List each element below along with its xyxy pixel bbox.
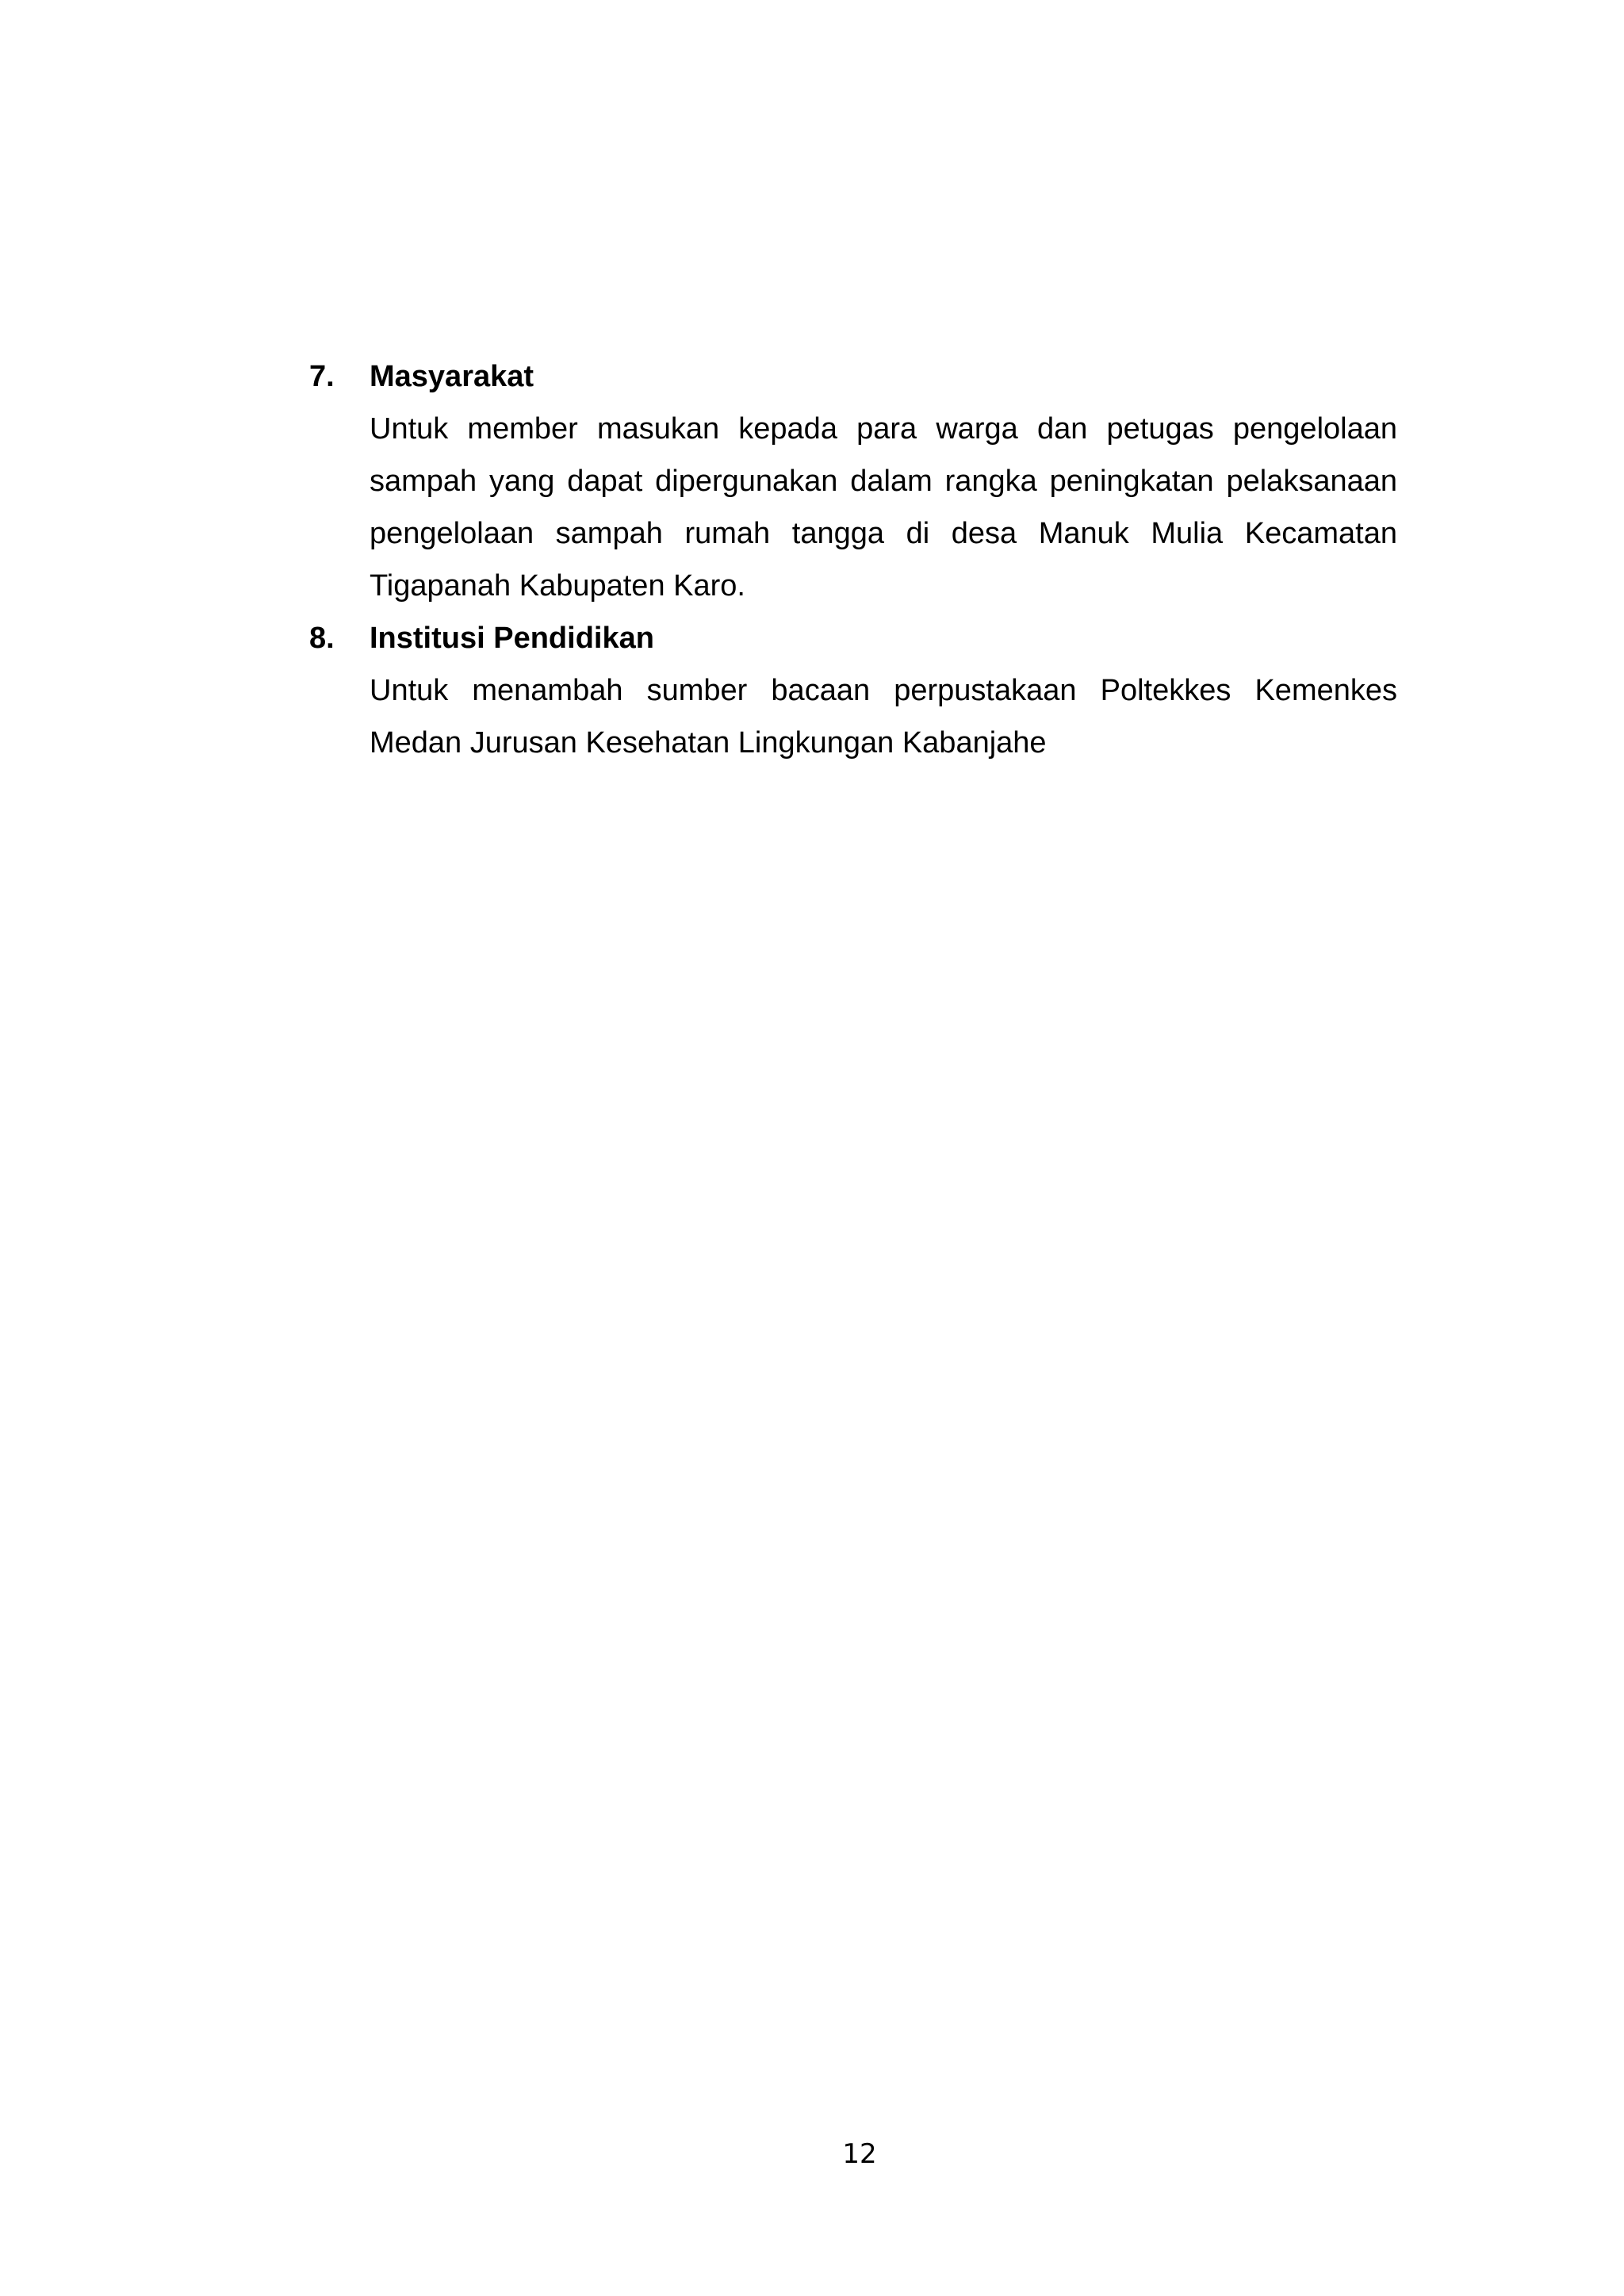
list-item-institusi-pendidikan <box>309 612 1397 769</box>
item-heading <box>309 612 1397 664</box>
item-heading <box>309 350 1397 403</box>
item-number: 7. <box>309 360 335 393</box>
item-number: 8. <box>309 622 335 655</box>
item-title: Institusi Pendidikan <box>370 622 654 655</box>
item-paragraph: Untuk member masukan kepada para warga dan petugas pengelolaan sampah yang dapat dipergunakan dalam rangka peningkatan pelaksanaan pengelolaan sampah rumah tangga di desa Manuk Mulia Kecamatan Tigapanah Kabupaten Karo. <box>370 412 1397 603</box>
list-item-masyarakat <box>309 350 1397 612</box>
item-paragraph: Untuk menambah sumber bacaan perpustakaan Poltekkes Kemenkes Medan Jurusan Kesehatan Lingkungan Kabanjahe <box>370 674 1397 760</box>
page-number: 12 <box>842 2138 877 2170</box>
item-title: Masyarakat <box>370 360 534 393</box>
